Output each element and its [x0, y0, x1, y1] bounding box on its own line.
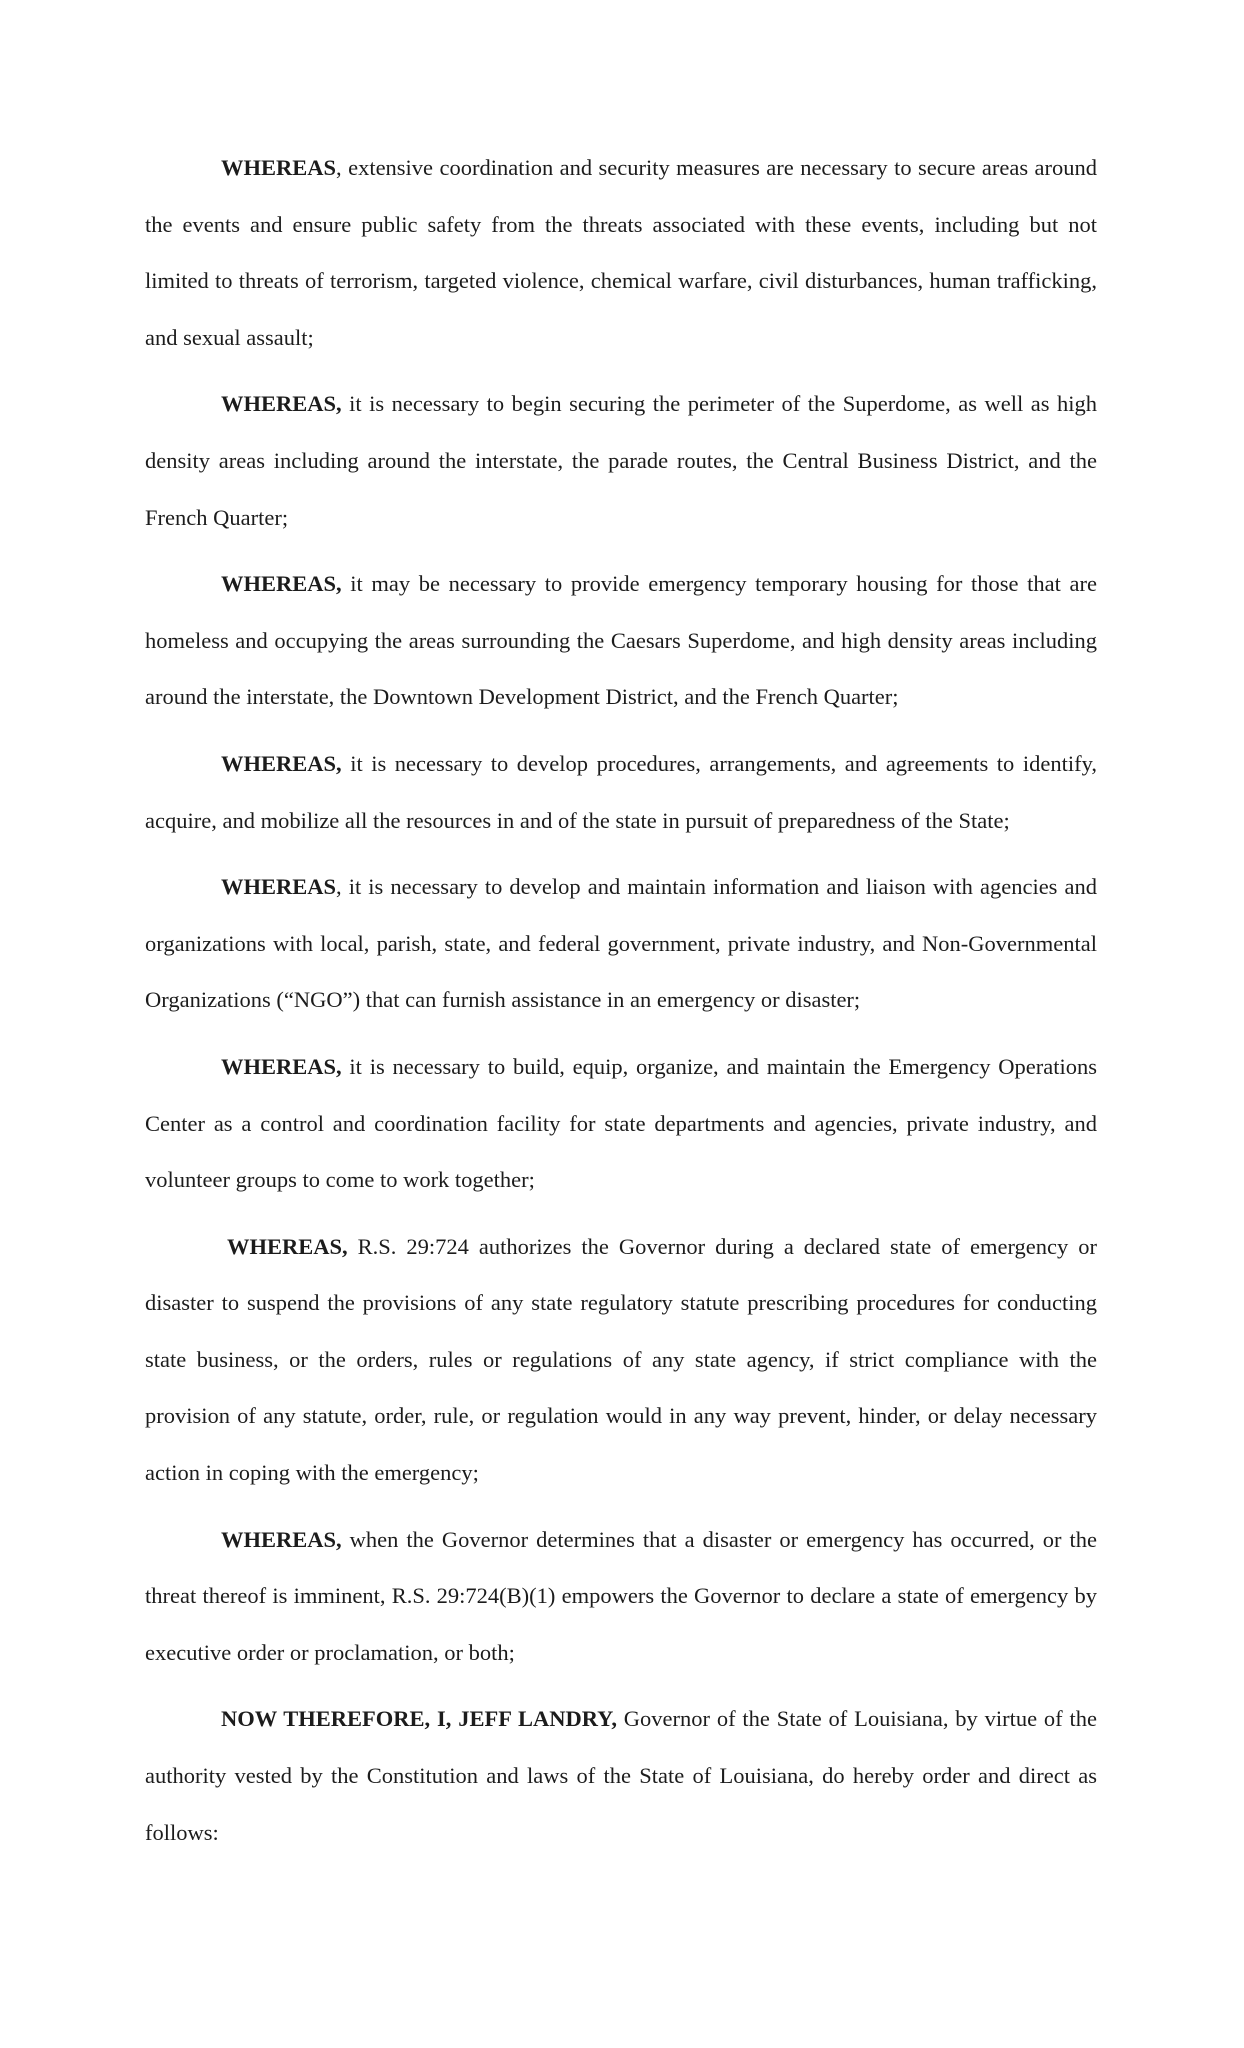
- paragraph-text: it is necessary to develop procedures, arrangements, and agreements to identify, acquire, and mobilize all the resources in and of the state in pursuit of preparedness of the State;: [145, 750, 1097, 833]
- paragraph-lead: WHEREAS,: [221, 571, 342, 597]
- whereas-paragraph-4: [145, 736, 1097, 849]
- paragraph-text: when the Governor determines that a disaster or emergency has occurred, or the threat thereof is imminent, R.S. 29:724(B)(1) empowers the Governor to declare a state of emergency by executive order or proclamation, or both;: [145, 1526, 1097, 1665]
- paragraph-lead: NOW THEREFORE, I, JEFF LANDRY,: [221, 1706, 617, 1732]
- paragraph-lead: WHEREAS: [221, 155, 337, 180]
- now-therefore-paragraph: [145, 1691, 1097, 1861]
- paragraph-text: it is necessary to build, equip, organize, and maintain the Emergency Operations Center as a control and coordination facility for state departments and agencies, private industry, and volunteer groups to come to work together;: [145, 1053, 1097, 1193]
- paragraph-lead: WHEREAS,: [221, 1053, 342, 1079]
- paragraph-text: R.S. 29:724 authorizes the Governor during a declared state of emergency or disaster to suspend the provisions of any state regulatory statute prescribing procedures for conducting state business, or the orders, rules or regulations of any state agency, if strict compliance with the provision of any statute, order, rule, or regulation would in any way prevent, hinder, or delay necessary action in coping with the emergency;: [145, 1233, 1097, 1486]
- whereas-paragraph-5: [145, 859, 1097, 1029]
- paragraph-text: , it is necessary to develop and maintain information and liaison with agencies and organizations with local, parish, state, and federal government, private industry, and Non-Governmental Organizations (“NGO”) that can furnish assistance in an emergency or disaster;: [145, 874, 1097, 1013]
- whereas-paragraph-1: [145, 140, 1097, 366]
- paragraph-text: it is necessary to begin securing the perimeter of the Superdome, as well as high density areas including around the interstate, the parade routes, the Central Business District, and the French Quarter;: [145, 391, 1097, 530]
- paragraph-lead: WHEREAS,: [221, 750, 342, 776]
- whereas-paragraph-8: [145, 1512, 1097, 1682]
- whereas-paragraph-7: [145, 1219, 1097, 1502]
- paragraph-text: Governor of the State of Louisiana, by virtue of the authority vested by the Constitution and laws of the State of Louisiana, do hereby order and direct as follows:: [145, 1706, 1097, 1845]
- whereas-paragraph-3: [145, 556, 1097, 726]
- document-body: [145, 140, 1097, 1871]
- paragraph-text: it may be necessary to provide emergency temporary housing for those that are homeless and occupying the areas surrounding the Caesars Superdome, and high density areas including around the interstate, the Downtown Development District, and the French Quarter;: [145, 571, 1097, 710]
- paragraph-text: , extensive coordination and security measures are necessary to secure areas around the events and ensure public safety from the threats associated with these events, including but not limited to threats of terrorism, targeted violence, chemical warfare, civil disturbances, human trafficking, and sexual assault;: [145, 155, 1097, 350]
- paragraph-lead: WHEREAS,: [227, 1233, 348, 1259]
- whereas-paragraph-2: [145, 376, 1097, 546]
- paragraph-lead: WHEREAS: [221, 874, 337, 900]
- whereas-paragraph-6: [145, 1039, 1097, 1209]
- paragraph-lead: WHEREAS,: [221, 1526, 342, 1552]
- paragraph-lead: WHEREAS,: [221, 391, 342, 417]
